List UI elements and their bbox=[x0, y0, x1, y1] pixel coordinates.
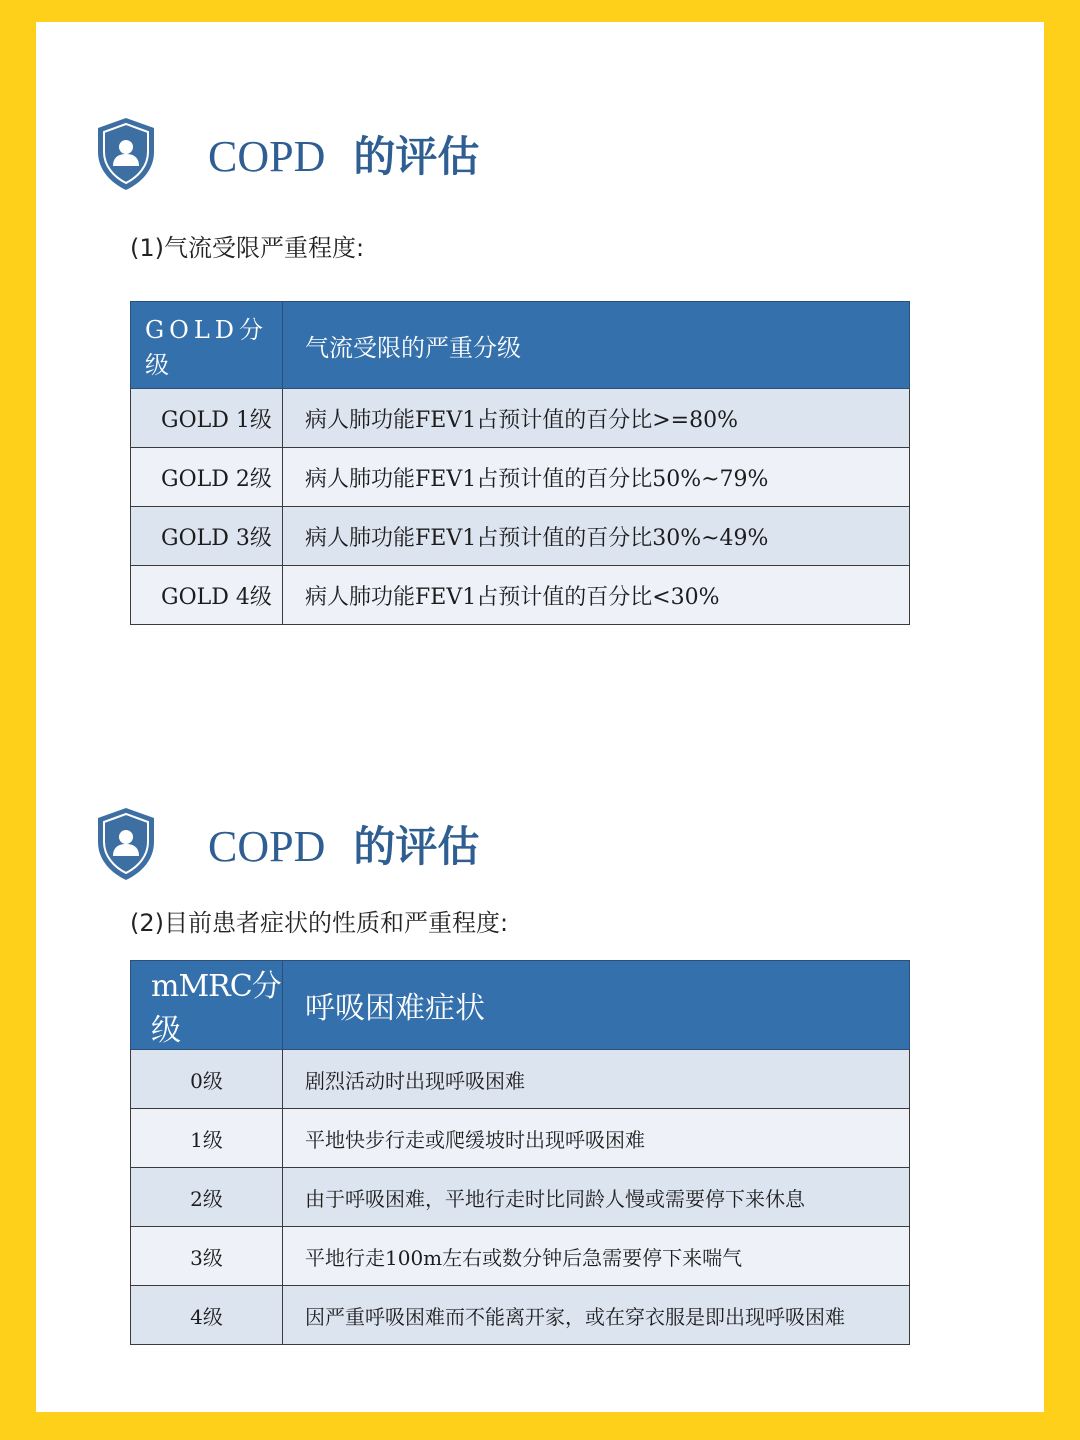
header-description: 气流受限的严重分级 bbox=[283, 302, 910, 389]
shield-user-icon bbox=[94, 806, 158, 882]
section-2-header bbox=[94, 806, 479, 882]
table-row bbox=[131, 1050, 910, 1109]
section-1-subtitle: (1)气流受限严重程度: bbox=[130, 234, 365, 262]
row-grade: 0级 bbox=[131, 1050, 283, 1109]
table-row bbox=[131, 389, 910, 448]
row-description: 由于呼吸困难，平地行走时比同龄人慢或需要停下来休息 bbox=[283, 1168, 910, 1227]
row-description: 平地行走100m左右或数分钟后急需要停下来喘气 bbox=[283, 1227, 910, 1286]
title-tail: 的评估 bbox=[353, 822, 480, 871]
table-row bbox=[131, 507, 910, 566]
title-abbr: COPD bbox=[208, 132, 326, 181]
header-description: 呼吸困难症状 bbox=[283, 961, 910, 1050]
row-grade: GOLD 1级 bbox=[131, 389, 283, 448]
row-grade: 3级 bbox=[131, 1227, 283, 1286]
row-description: 病人肺功能FEV1占预计值的百分比30%~49% bbox=[283, 507, 910, 566]
row-description: 剧烈活动时出现呼吸困难 bbox=[283, 1050, 910, 1109]
row-description: 病人肺功能FEV1占预计值的百分比>=80% bbox=[283, 389, 910, 448]
row-description: 平地快步行走或爬缓坡时出现呼吸困难 bbox=[283, 1109, 910, 1168]
header-grade: mMRC分级 bbox=[131, 961, 283, 1050]
row-grade: GOLD 3级 bbox=[131, 507, 283, 566]
section-1-title bbox=[208, 124, 479, 184]
section-1-header bbox=[94, 116, 479, 192]
row-description: 病人肺功能FEV1占预计值的百分比<30% bbox=[283, 566, 910, 625]
title-tail: 的评估 bbox=[353, 132, 480, 181]
table-row bbox=[131, 1109, 910, 1168]
table-row bbox=[131, 1227, 910, 1286]
table-header-row bbox=[131, 302, 910, 389]
row-grade: 1级 bbox=[131, 1109, 283, 1168]
table-row bbox=[131, 1286, 910, 1345]
section-2-subtitle: (2)目前患者症状的性质和严重程度: bbox=[130, 909, 509, 937]
header-grade: GOLD分级 bbox=[131, 302, 283, 389]
row-grade: GOLD 2级 bbox=[131, 448, 283, 507]
row-description: 因严重呼吸困难而不能离开家，或在穿衣服是即出现呼吸困难 bbox=[283, 1286, 910, 1345]
table-row bbox=[131, 1168, 910, 1227]
mmrc-grade-table bbox=[130, 960, 910, 1345]
title-abbr: COPD bbox=[208, 822, 326, 871]
row-grade: 4级 bbox=[131, 1286, 283, 1345]
table-row bbox=[131, 566, 910, 625]
section-2-title bbox=[208, 814, 479, 874]
row-grade: GOLD 4级 bbox=[131, 566, 283, 625]
row-description: 病人肺功能FEV1占预计值的百分比50%~79% bbox=[283, 448, 910, 507]
table-header-row bbox=[131, 961, 910, 1050]
table-row bbox=[131, 448, 910, 507]
gold-grade-table bbox=[130, 301, 910, 625]
row-grade: 2级 bbox=[131, 1168, 283, 1227]
shield-user-icon bbox=[94, 116, 158, 192]
